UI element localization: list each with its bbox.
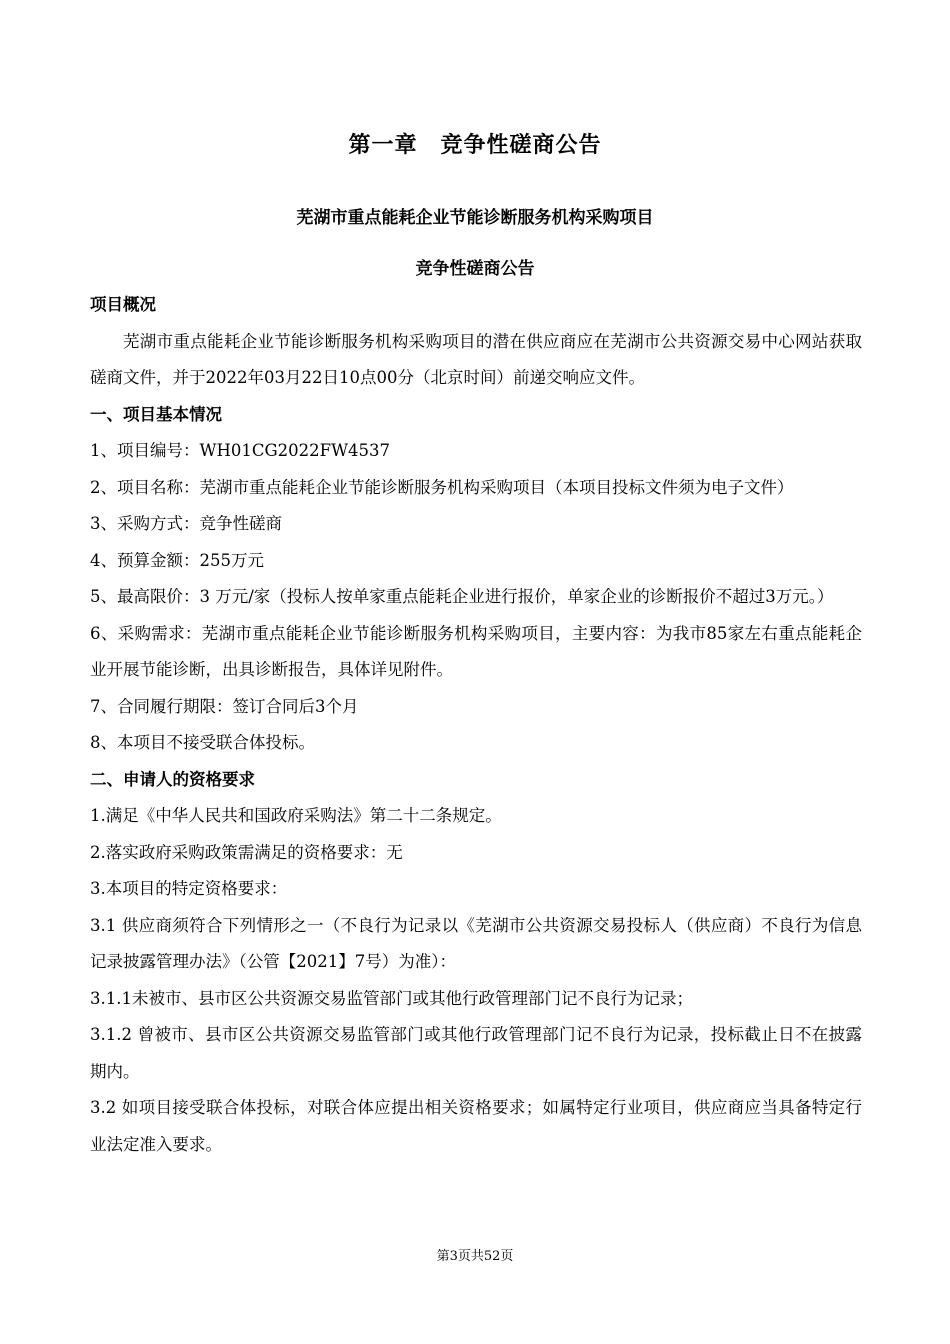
chapter-title: 第一章 竞争性磋商公告 <box>348 133 602 158</box>
section2-item: 3.2 如项目接受联合体投标，对联合体应提出相关资格要求；如属特定行业项目，供应商应当具备特定行业法定准入要求。 <box>90 1098 862 1154</box>
section1-item: 3、采购方式：竞争性磋商 <box>90 514 282 533</box>
section1-item: 8、本项目不接受联合体投标。 <box>90 733 315 752</box>
section1-item: 7、合同履行期限：签订合同后3个月 <box>90 696 359 716</box>
section1-heading: 一、项目基本情况 <box>90 404 222 424</box>
section2-heading: 二、申请人的资格要求 <box>90 769 255 789</box>
section1-item: 1、项目编号：WH01CG2022FW4537 <box>90 441 391 460</box>
section1-item: 6、采购需求：芜湖市重点能耗企业节能诊断服务机构采购项目，主要内容：为我市85家左右重点能耗企业开展节能诊断，出具诊断报告，具体详见附件。 <box>90 623 862 679</box>
page-number: 第3页共52页 <box>436 1249 514 1264</box>
section2-item: 3.1.1未被市、县市区公共资源交易监管部门或其他行政管理部门记不良行为记录； <box>90 988 693 1008</box>
section2-item: 3.本项目的特定资格要求： <box>90 879 288 898</box>
project-title: 芜湖市重点能耗企业节能诊断服务机构采购项目 <box>296 208 654 228</box>
section2-item: 2.落实政府采购政策需满足的资格要求：无 <box>90 842 403 862</box>
overview-paragraph: 芜湖市重点能耗企业节能诊断服务机构采购项目的潜在供应商应在芜湖市公共资源交易中心网站获取磋商文件，并于2022年03月22日10点00分（北京时间）前递交响应文件。 <box>90 331 862 387</box>
notice-title: 竞争性磋商公告 <box>415 259 535 279</box>
section1-item: 5、最高限价：3 万元/家（投标人按单家重点能耗企业进行报价，单家企业的诊断报价不超过3万元。） <box>90 587 834 606</box>
section1-item: 4、预算金额：255万元 <box>90 550 264 570</box>
overview-heading: 项目概况 <box>90 295 156 314</box>
section2-item: 3.1.2 曾被市、县市区公共资源交易监管部门或其他行政管理部门记不良行为记录，投标截止日不在披露期内。 <box>90 1025 862 1081</box>
section1-item: 2、项目名称：芜湖市重点能耗企业节能诊断服务机构采购项目（本项目投标文件须为电子文件） <box>90 477 794 497</box>
section2-item: 3.1 供应商须符合下列情形之一（不良行为记录以《芜湖市公共资源交易投标人（供应商）不良行为信息记录披露管理办法》（公管【2021】7号）为准）： <box>90 915 862 971</box>
section2-item: 1.满足《中华人民共和国政府采购法》第二十二条规定。 <box>90 806 502 825</box>
document-body <box>90 287 862 1163</box>
